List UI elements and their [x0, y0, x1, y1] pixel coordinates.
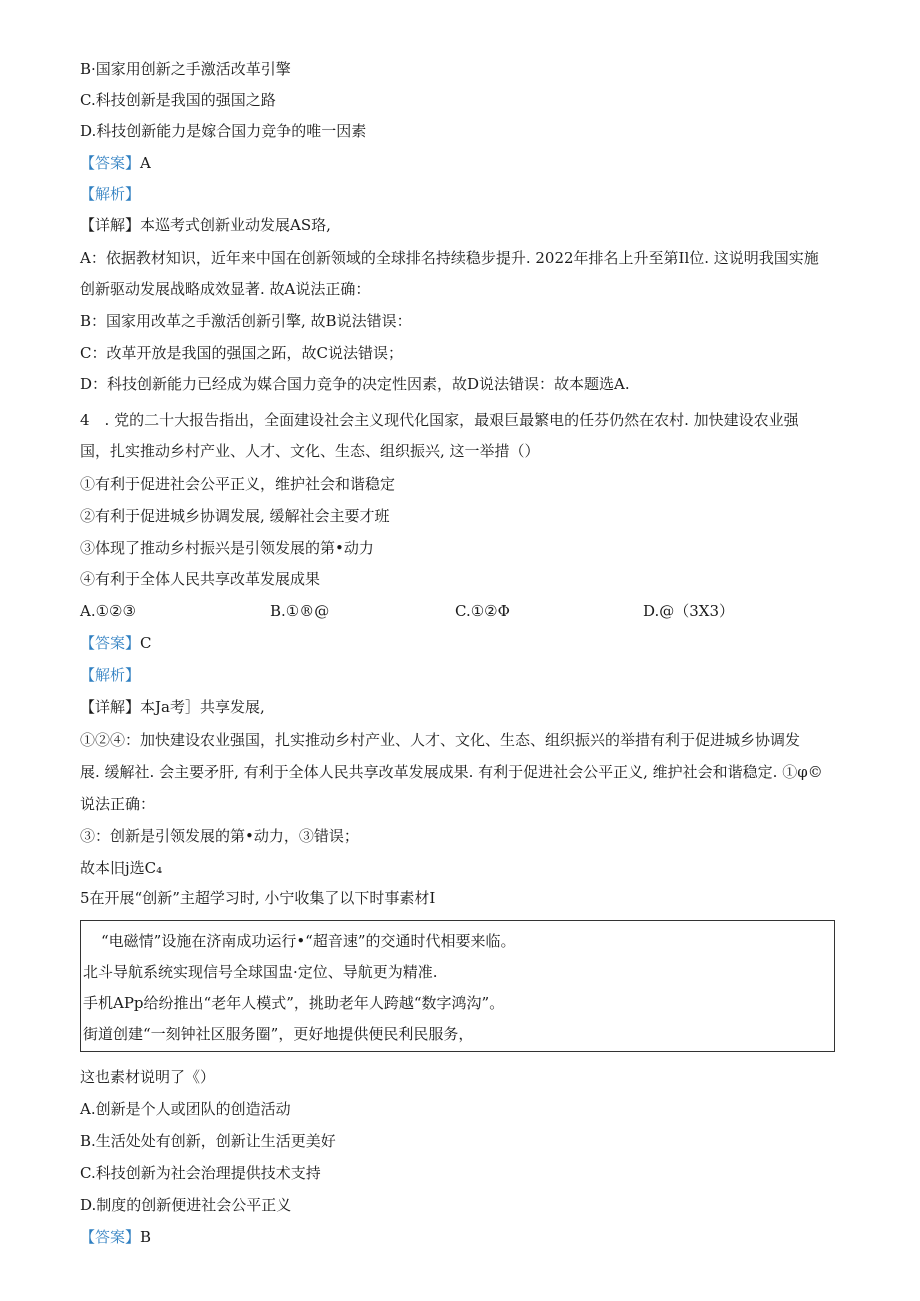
- q4-options-row: [80, 601, 840, 621]
- q4-item-2: ②有利于促进城乡协调发展, 缓解社会主要才班: [80, 507, 390, 525]
- q3-expl-b: B：国家用改革之手激活创新引擎, 故B说法错误：: [80, 312, 412, 330]
- q4-conclusion: 故本旧j选C₄: [80, 859, 163, 877]
- answer-label: 【答案】: [80, 634, 141, 652]
- q3-analysis-label: 【解析】: [80, 185, 141, 203]
- q4-option-a: A.①②③: [80, 602, 136, 620]
- q3-expl-c: C：改革开放是我国的强国之跖，故C说法错误；: [80, 344, 403, 362]
- q5-question: 这也素材说明了《）: [80, 1068, 216, 1086]
- q3-expl-d: D：科技创新能力已经成为媒合国力竞争的决定性因素，故D说法错误：故本题选A.: [80, 375, 630, 393]
- q5-material-3: 手机APp给纷推出“老年人模式”，挑助老年人跨越“数字鸿沟”。: [83, 994, 505, 1012]
- q4-stem-2: 国，扎实推动乡村产业、人才、文化、生态、组织振兴, 这一举措（）: [80, 442, 540, 460]
- q4-item-4: ④有利于全体人民共享改革发展成果: [80, 570, 321, 588]
- q4-analysis-label: 【解析】: [80, 666, 141, 684]
- q5-material-2: 北斗导航系统实现信号全球国盅·定位、导航更为精准.: [83, 963, 438, 981]
- q3-answer: [80, 153, 840, 173]
- q3-expl-a-1: A：依据教材知识，近年来中国在创新领域的全球排名持续稳步提升. 2022年排名上升至第Il位. 这说明我国实施: [80, 249, 819, 267]
- q4-option-d: D.@（3X3）: [643, 602, 735, 620]
- answer-value: B: [140, 1228, 152, 1246]
- answer-label: 【答案】: [80, 154, 141, 172]
- q4-item-3: ③体现了推动乡村振兴是引领发展的第•动力: [80, 539, 374, 557]
- q3-expl-a-2: 创新驱动发展战略成效显著. 故A说法正确：: [80, 280, 371, 298]
- q4-option-b: B.①®@: [270, 602, 330, 620]
- q4-expl-3: 说法正确：: [80, 795, 156, 813]
- q5-answer: [80, 1227, 840, 1247]
- q4-detail: 【详解】本Ja考］共享发展,: [80, 698, 265, 716]
- q5-option-c: C.科技创新为社会治理提供技术支持: [80, 1164, 321, 1182]
- q5-material-box: [80, 920, 835, 1052]
- q4-item-1: ①有利于促进社会公平正义，维护社会和谐稳定: [80, 475, 396, 493]
- answer-value: A: [140, 154, 151, 172]
- q3-option-b: B·国家用创新之手激活改革引擎: [80, 60, 291, 78]
- q4-expl-item3: ③：创新是引领发展的第•动力，③错误；: [80, 827, 359, 845]
- q4-expl-1: ①②④：加快建设农业强国，扎实推动乡村产业、人才、文化、生态、组织振兴的举措有利于促进城乡协调发: [80, 731, 801, 749]
- q5-material-4: 街道创建“一刻钟社区服务圈”，更好地提供便民利民服务，: [83, 1025, 474, 1043]
- q5-option-a: A.创新是个人或团队的创造活动: [80, 1100, 291, 1118]
- answer-value: C: [140, 634, 152, 652]
- q5-material-1: “电磁情”设施在济南成功运行•“超音速”的交通时代相要来临。: [101, 932, 516, 950]
- q3-detail: 【详解】本巡考式创新业动发展AS珞,: [80, 216, 331, 234]
- q4-stem-1: 4 . 党的二十大报告指出，全面建设社会主义现代化国家，最艰巨最繁电的任芬仍然在农村. 加快建设农业强: [80, 411, 799, 429]
- q3-option-d: D.科技创新能力是嫁合国力竞争的唯一因素: [80, 122, 367, 140]
- q4-expl-2: 展. 缓解社. 会主要矛肝, 有利于全体人民共享改革发展成果. 有利于促进社会公平正义, 维护社会和谐稳定. ①φ©: [80, 763, 823, 781]
- q5-option-d: D.制度的创新便进社会公平正义: [80, 1196, 292, 1214]
- q4-option-c: C.①②Φ: [455, 602, 510, 620]
- q5-option-b: B.生活处处有创新，创新让生活更美好: [80, 1132, 336, 1150]
- q3-option-c: C.科技创新是我国的强国之路: [80, 91, 276, 109]
- q4-answer: [80, 633, 840, 653]
- q5-stem: 5在开展“创新”主超学习时, 小宁收集了以下时事素材I: [80, 889, 436, 907]
- answer-label: 【答案】: [80, 1228, 141, 1246]
